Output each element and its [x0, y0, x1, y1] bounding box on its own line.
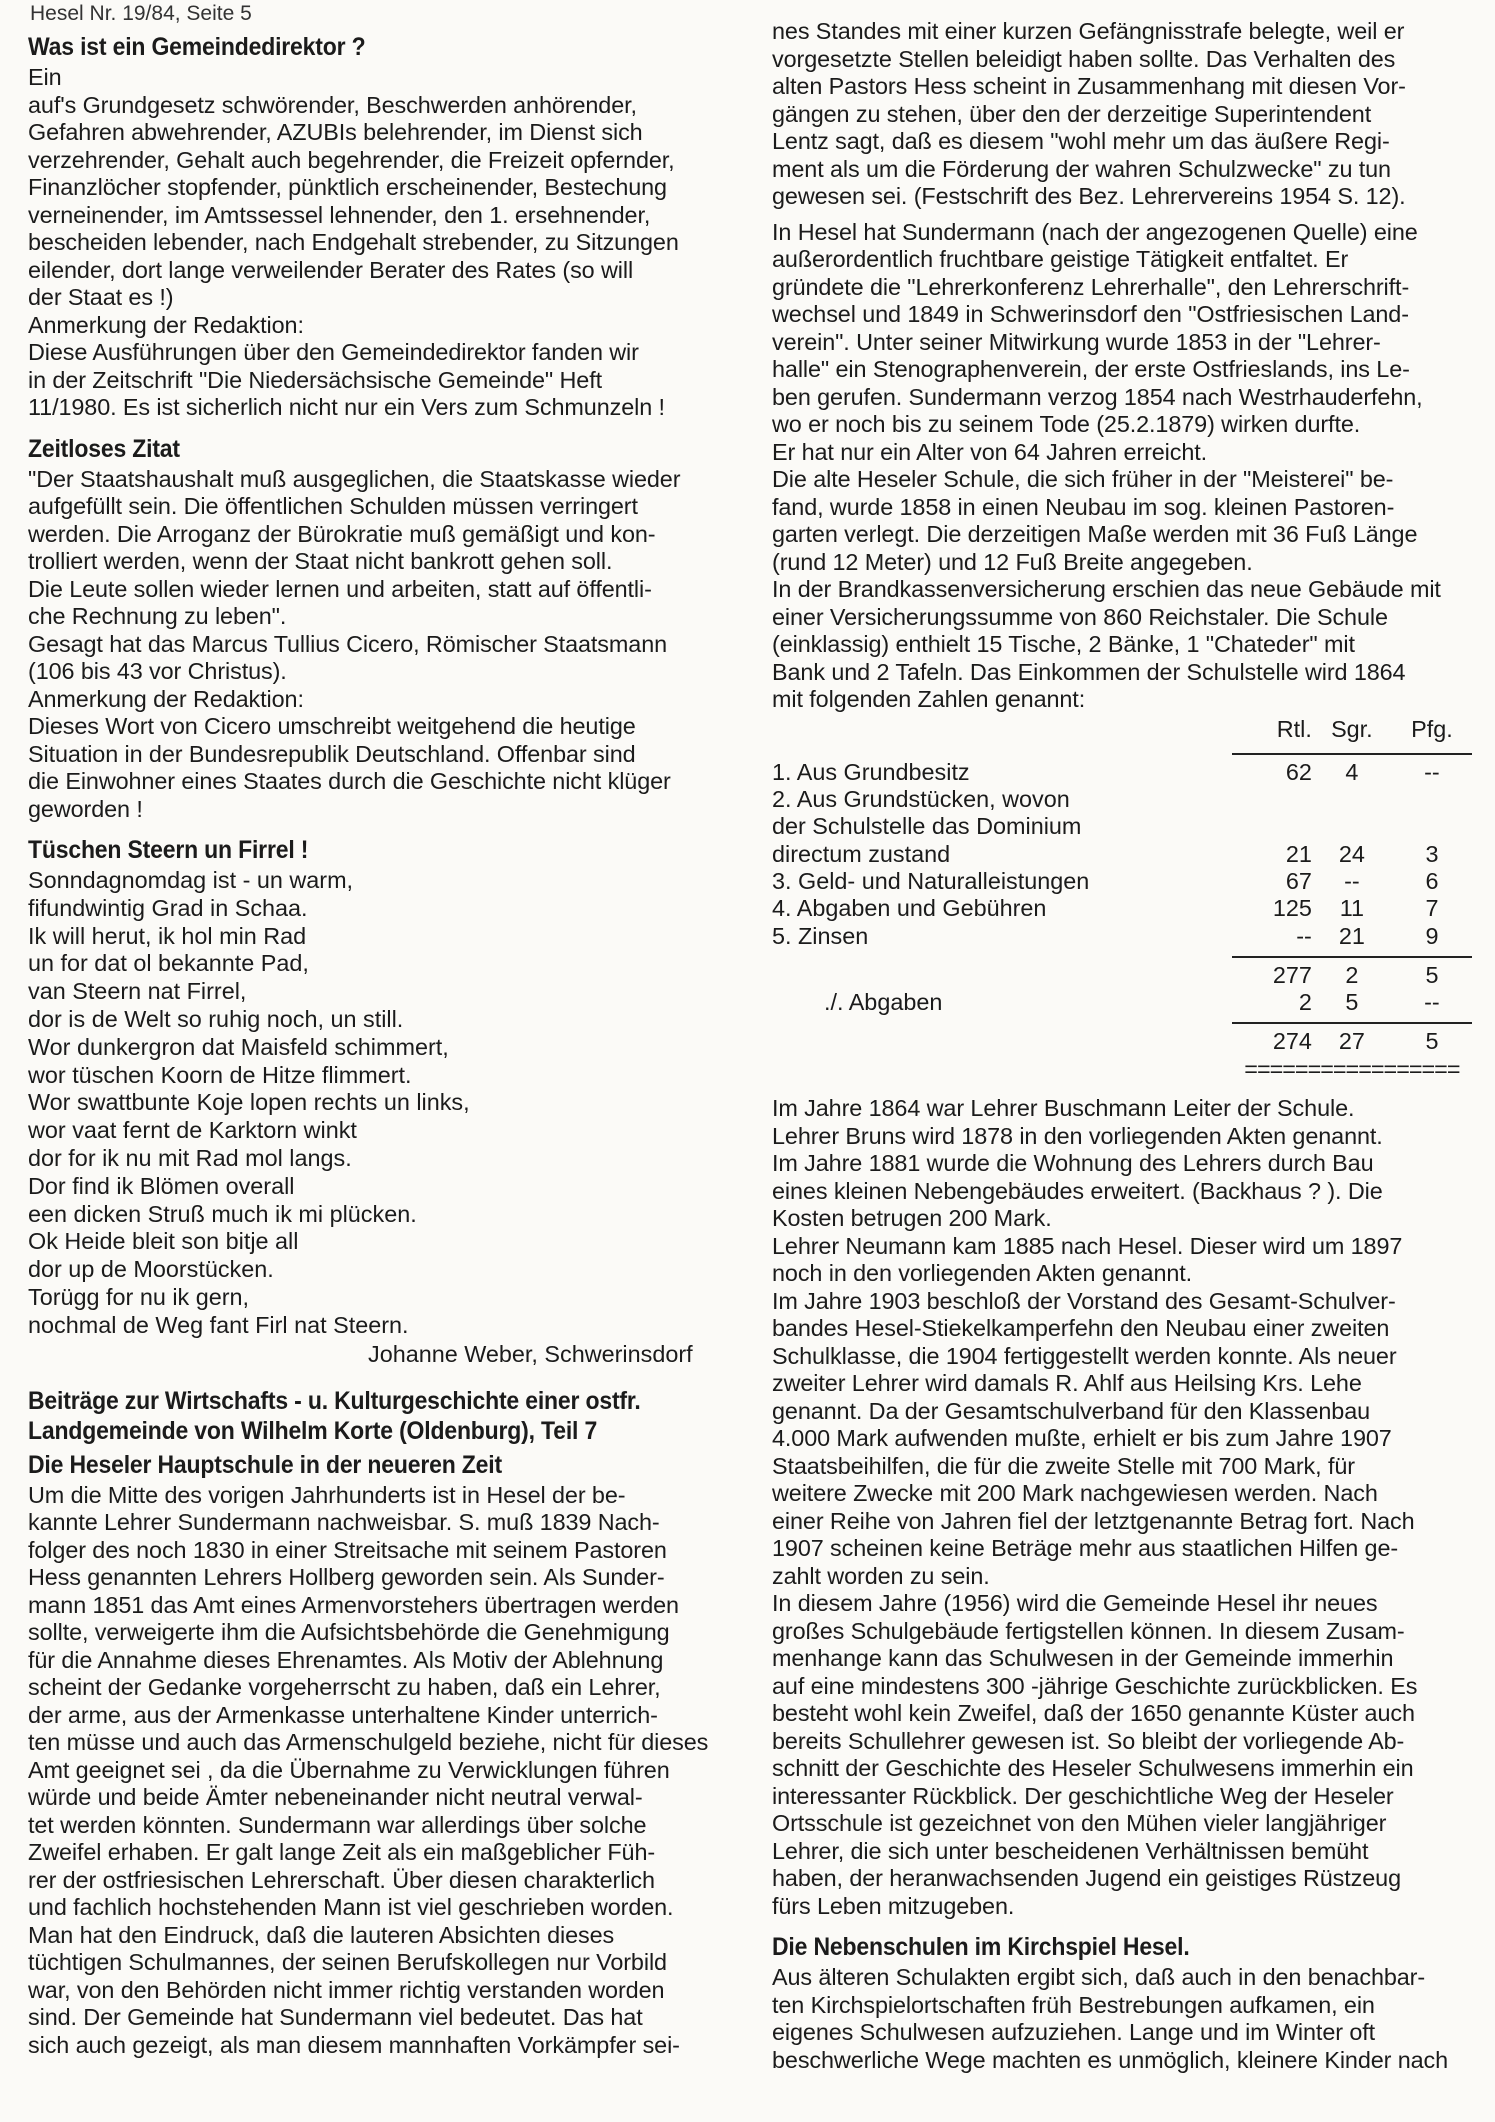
gemeindedirektor-note: Diese Ausführungen über den Gemeindedirektor fanden wir in der Zeitschrift "Die Niedersächsische Gemeinde" Heft 11/1980. Es ist sicherlich nicht nur ein Vers zum Schmunzeln !	[28, 339, 665, 420]
nebenschulen-heading: Die Nebenschulen im Kirchspiel Hesel.	[772, 1933, 1190, 1962]
gemeindedirektor-body: Ein auf's Grundgesetz schwörender, Beschwerden anhörender, Gefahren abwehrender, AZUBIs belehrender, im Dienst sich verzehrender, Gehalt auch begehrender, die Freizeit opfernder, Finanzlöcher stopfender, pünktlich erscheinender, Bestechung verneinender, im Amtssessel lehnender, den 1. ersehnender, bescheiden lebender, nach Endgehalt strebender, zu Sitzungen eilender, dort lange verweilender Berater des Rates (so will der Staat es !)	[28, 64, 679, 310]
table-rule	[1232, 956, 1472, 958]
poem-line: Wor swattbunte Koje lopen rechts un links,	[28, 1089, 470, 1116]
table-row: 1. Aus Grundbesitz 62 4 --	[772, 758, 1440, 785]
poem-line: dor is de Welt so ruhig noch, un still.	[28, 1005, 404, 1032]
header-rtl: Rtl.	[1276, 715, 1312, 742]
zitat-body: "Der Staatshaushalt muß ausgeglichen, die Staatskasse wieder aufgefüllt sein. Die öffentlichen Schulden müssen verringert werden. Die Arroganz der Bürokratie muß gemäßigt und kon- trolliert werden, wenn der Staat nicht bankrott gehen soll. Die Leute sollen wieder lernen und arbeiten, statt auf öffentli- che Rechnung zu leben". Gesagt hat das Marcus Tullius Cicero, Römischer Staatsmann (106 bis 43 vor Christus).	[28, 465, 681, 684]
hauptschule-heading: Die Heseler Hauptschule in der neueren Zeit	[28, 1450, 502, 1479]
page-header: Hesel Nr. 19/84, Seite 5	[30, 2, 252, 25]
table-total-row: 274 27 5	[1272, 1028, 1439, 1055]
right-paragraph-1: nes Standes mit einer kurzen Gefängnisstrafe belegte, weil er vorgesetzte Stellen beleidigt haben sollte. Das Verhalten des alten Pastors Hess scheint in Zusammenhang mit diesen Vor- gängen zu stehen, über den der derzeitige Superintendent Lentz sagt, daß es diesem "wohl mehr um das äußere Regi- ment als um die Förderung der wahren Schulzwecke" zu tun gewesen sei. (Festschrift des Bez. Lehrervereins 1954 S. 12).	[772, 18, 1406, 209]
poem-line: un for dat ol bekannte Pad,	[28, 950, 309, 977]
nebenschulen-body: Aus älteren Schulakten ergibt sich, daß auch in den benachbar- ten Kirchspielortschaften früh Bestrebungen aufkamen, ein eigenes Schulwesen aufzuziehen. Lange und im Winter oft beschwerliche Wege machten es unmöglich, kleinere Kinder nach	[772, 1964, 1449, 2073]
table-rule	[1232, 1022, 1472, 1024]
table-rule	[1232, 753, 1472, 755]
right-paragraph-3: Im Jahre 1864 war Lehrer Buschmann Leiter der Schule. Lehrer Bruns wird 1878 in den vorliegenden Akten genannt. Im Jahre 1881 wurde die Wohnung des Lehrers durch Bau eines kleinen Nebengebäudes erweitert. (Backhaus ? ). Die Kosten betrugen 200 Mark. Lehrer Neumann kam 1885 nach Hesel. Dieser wird um 1897 noch in den vorliegenden Akten genannt. Im Jahre 1903 beschloß der Vorstand des Gesamt-Schulver- bandes Hesel-Stiekelkamperfehn den Neubau einer zweiten Schulklasse, die 1904 fertiggestellt werden konnte. Als neuer zweiter Lehrer wird damals R. Ahlf aus Heilsing Krs. Lehe genannt. Da der Gesamtschulverband für den Klassenbau 4.000 Mark aufwenden mußte, erhielt er bis zum Jahre 1907 Staatsbeihilfen, die für die zweite Stelle mit 700 Mark, für weitere Zwecke mit 200 Mark nachgewiesen werden. Nach einer Reihe von Jahren fiel der letztgenannte Betrag fort. Nach 1907 scheinen keine Beträge mehr aus staatlichen Hilfen ge- zahlt worden zu sein. In diesem Jahre (1956) wird die Gemeinde Hesel ihr neues großes Schulgebäude fertigstellen können. In diesem Zusam- menhange kann das Schulwesen in der Gemeinde immerhin auf eine mindestens 300 -jährige Geschichte zurückblicken. Es besteht wohl kein Zweifel, daß der 1650 genannte Küster auch bereits Schullehrer gewesen ist. So bleibt der vorliegende Ab- schnitt der Geschichte des Heseler Schulwesens immerhin ein interessanter Rückblick. Der geschichtliche Weg der Heseler Ortsschule ist gezeichnet von den Mühen vieler langjähriger Lehrer, die sich unter bescheidenen Verhältnissen bemüht haben, der heranwachsenden Jugend ein geistiges Rüstzeug fürs Leben mitzugeben.	[772, 1095, 1418, 1919]
table-row: 2. Aus Grundstücken, wovon der Schulstelle das Dominium directum zustand 21 24 3	[772, 786, 1439, 867]
zitat-note-label: Anmerkung der Redaktion:	[28, 685, 304, 712]
poem-line: Ik will herut, ik hol min Rad	[28, 922, 307, 949]
poem-line: fifundwintig Grad in Schaa.	[28, 894, 308, 921]
zitat-heading: Zeitloses Zitat	[28, 434, 180, 463]
poem-heading: Tüschen Steern un Firrel !	[28, 836, 309, 864]
poem-line: Torügg for nu ik gern,	[28, 1283, 250, 1310]
poem-line: wor vaat fernt de Karktorn winkt	[28, 1117, 357, 1144]
table-header-row	[772, 716, 1472, 747]
poem-line: van Steern nat Firrel,	[28, 978, 247, 1005]
right-paragraph-2: In Hesel hat Sundermann (nach der angezogenen Quelle) eine außerordentlich fruchtbare geistige Tätigkeit entfaltet. Er gründete die "Lehrerkonferenz Lehrerhalle", den Lehrerschrift- wechsel und 1849 in Schwerinsdorf den "Ostfriesischen Land- verein". Unter seiner Mitwirkung wurde 1853 in der "Lehrer- halle" ein Stenographenverein, der erste Ostfrieslands, ins Le- ben gerufen. Sundermann verzog 1854 nach Westrhauderfehn, wo er noch bis zu seinem Tode (25.2.1879) wirken durfte. Er hat nur ein Alter von 64 Jahren erreicht. Die alte Heseler Schule, die sich früher in der "Meisterei" be- fand, wurde 1858 in einen Neubau im sog. kleinen Pastoren- garten verlegt. Die derzeitigen Maße werden mit 36 Fuß Länge (rund 12 Meter) und 12 Fuß Breite angegeben. In der Brandkassenversicherung erschien das neue Gebäude mit einer Versicherungssumme von 860 Reichstaler. Die Schule (einklassig) enthielt 15 Tische, 2 Bänke, 1 "Chateder" mit Bank und 2 Tafeln. Das Einkommen der Schulstelle wird 1864 mit folgenden Zahlen genannt:	[772, 218, 1441, 712]
table-row: 5. Zinsen -- 21 9	[772, 922, 1439, 949]
gemeindedirektor-note-label: Anmerkung der Redaktion:	[28, 311, 304, 338]
gemeindedirektor-heading: Was ist ein Gemeindedirektor ?	[28, 33, 366, 61]
poem-line: wor tüschen Koorn de Hitze flimmert.	[28, 1061, 412, 1088]
poem-line: Ok Heide bleit son bitje all	[28, 1228, 299, 1255]
zitat-note: Dieses Wort von Cicero umschreibt weitgehend die heutige Situation in der Bundesrepublik Deutschland. Offenbar sind die Einwohner eines Staates durch die Geschichte nicht klüger geworden !	[28, 713, 671, 822]
poem-line: nochmal de Weg fant Firl nat Steern.	[28, 1311, 409, 1338]
table-double-rule: =================	[1244, 1055, 1460, 1082]
table-row: 3. Geld- und Naturalleistungen 67 -- 6	[772, 867, 1439, 894]
income-table	[772, 716, 1472, 1084]
poem-line: een dicken Struß much ik mi plücken.	[28, 1200, 417, 1227]
table-row: 4. Abgaben und Gebühren 125 11 7	[772, 895, 1439, 922]
poem-line: Dor find ik Blömen overall	[28, 1172, 295, 1199]
right-column	[772, 18, 1472, 2074]
hauptschule-body: Um die Mitte des vorigen Jahrhunderts ist in Hesel der be- kannte Lehrer Sundermann nachweisbar. S. muß 1839 Nach- folger des noch 1830 in einer Streitsache mit seinem Pastoren Hess genannten Lehrers Hollberg geworden sein. Als Sunder- mann 1851 das Amt eines Armenvorstehers übertragen werden sollte, verweigerte ihm die Aufsichtsbehörde die Genehmigung für die Annahme dieses Ehrenamtes. Als Motiv der Ablehnung scheint der Gedanke vorgeherrscht zu haben, daß ein Lehrer, der arme, aus der Armenkasse unterhaltene Kinder unterrich- ten müsse und auch das Armenschulgeld beziehe, nicht für dieses Amt geeignet sei , da die Übernahme zu Verwicklungen führen würde und beide Ämter nebeneinander nicht neutral verwal- tet werden könnten. Sundermann war allerdings über solche Zweifel erhaben. Er galt lange Zeit als ein maßgeblicher Füh- rer der ostfriesischen Lehrerschaft. Über diesen charakterlich und fachlich hochstehenden Mann ist viel geschrieben worden. Man hat den Eindruck, daß die lauteren Absichten dieses tüchtigen Schulmannes, der seinen Berufskollegen nur Vorbild war, von den Behörden nicht immer richtig verstanden worden sind. Der Gemeinde hat Sundermann viel bedeutet. Das hat sich auch gezeigt, als man diesem mannhaften Vorkämpfer sei-	[28, 1481, 709, 2058]
beitraege-heading: Beiträge zur Wirtschafts - u. Kulturgeschichte einer ostfr. Landgemeinde von Wilhelm Korte (Oldenburg), Teil 7	[28, 1386, 641, 1445]
header-pfg: Pfg.	[1411, 715, 1453, 742]
poem-line: dor for ik nu mit Rad mol langs.	[28, 1144, 352, 1171]
poem-line: dor up de Moorstücken.	[28, 1256, 274, 1283]
table-subtotal-row: 277 2 5	[1272, 961, 1439, 988]
poem-line: Sonndagnomdag ist - un warm,	[28, 867, 354, 893]
poem-author: Johanne Weber, Schwerinsdorf	[368, 1340, 693, 1367]
poem-line: Wor dunkergron dat Maisfeld schimmert,	[28, 1033, 449, 1060]
header-sgr: Sgr.	[1331, 715, 1373, 742]
poem-body	[28, 867, 758, 1368]
table-deduction-row: ./. Abgaben 2 5 --	[824, 989, 1440, 1016]
left-column	[28, 28, 758, 2059]
